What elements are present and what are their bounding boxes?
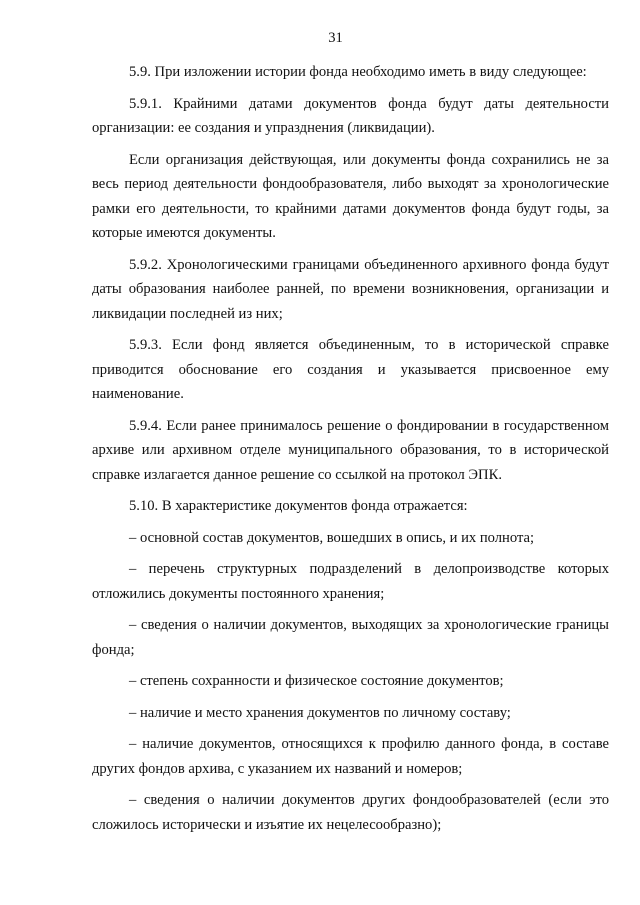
list-item: – наличие и место хранения документов по личному составу; — [129, 704, 511, 721]
paragraph-5-9-1: 5.9.1. Крайними датами документов фонда будут даты деятельности организации: ее создания и упразднения (ликвидации). — [92, 95, 609, 136]
paragraph-5-9-2: 5.9.2. Хронологическими границами объединенного архивного фонда будут даты образования наиболее ранней, по времени возникновения, организации и ликвидации последней из них; — [92, 256, 609, 322]
list-item: – основной состав документов, вошедших в опись, и их полнота; — [129, 529, 535, 546]
paragraph-5-9-4: 5.9.4. Если ранее принималось решение о фондировании в государственном архиве или архивном отделе муниципального образования, то в исторической справке излагается данное решение со ссылкой на протокол ЭПК. — [92, 417, 609, 483]
paragraph-5-10: 5.10. В характеристике документов фонда отражается: — [129, 498, 468, 514]
list-item: – сведения о наличии документов других фондообразователей (если это сложилось исторически и изъятие их нецелесообразно); — [92, 792, 609, 833]
page-number: 31 — [328, 30, 343, 46]
list-item: – наличие документов, относящихся к профилю данного фонда, в составе других фондов архива, с указанием их названий и номеров; — [92, 736, 609, 777]
paragraph-5-9-3: 5.9.3. Если фонд является объединенным, то в исторической справке приводится обоснование его создания и указывается присвоенное ему наименование. — [92, 337, 609, 402]
list-item: – перечень структурных подразделений в делопроизводстве которых отложились документы постоянного хранения; — [92, 561, 609, 602]
document-body — [92, 60, 609, 837]
paragraph-active-org: Если организация действующая, или документы фонда сохранились не за весь период деятельности фондообразователя, либо выходят за хронологические рамки его деятельности, то крайними датами документов фонда будут годы, за которые имеются документы. — [92, 151, 609, 241]
list-item: – степень сохранности и физическое состояние документов; — [129, 673, 504, 689]
list-item: – сведения о наличии документов, выходящих за хронологические границы фонда; — [92, 617, 609, 658]
paragraph-5-9: 5.9. При изложении истории фонда необходимо иметь в виду следующее: — [129, 64, 587, 80]
